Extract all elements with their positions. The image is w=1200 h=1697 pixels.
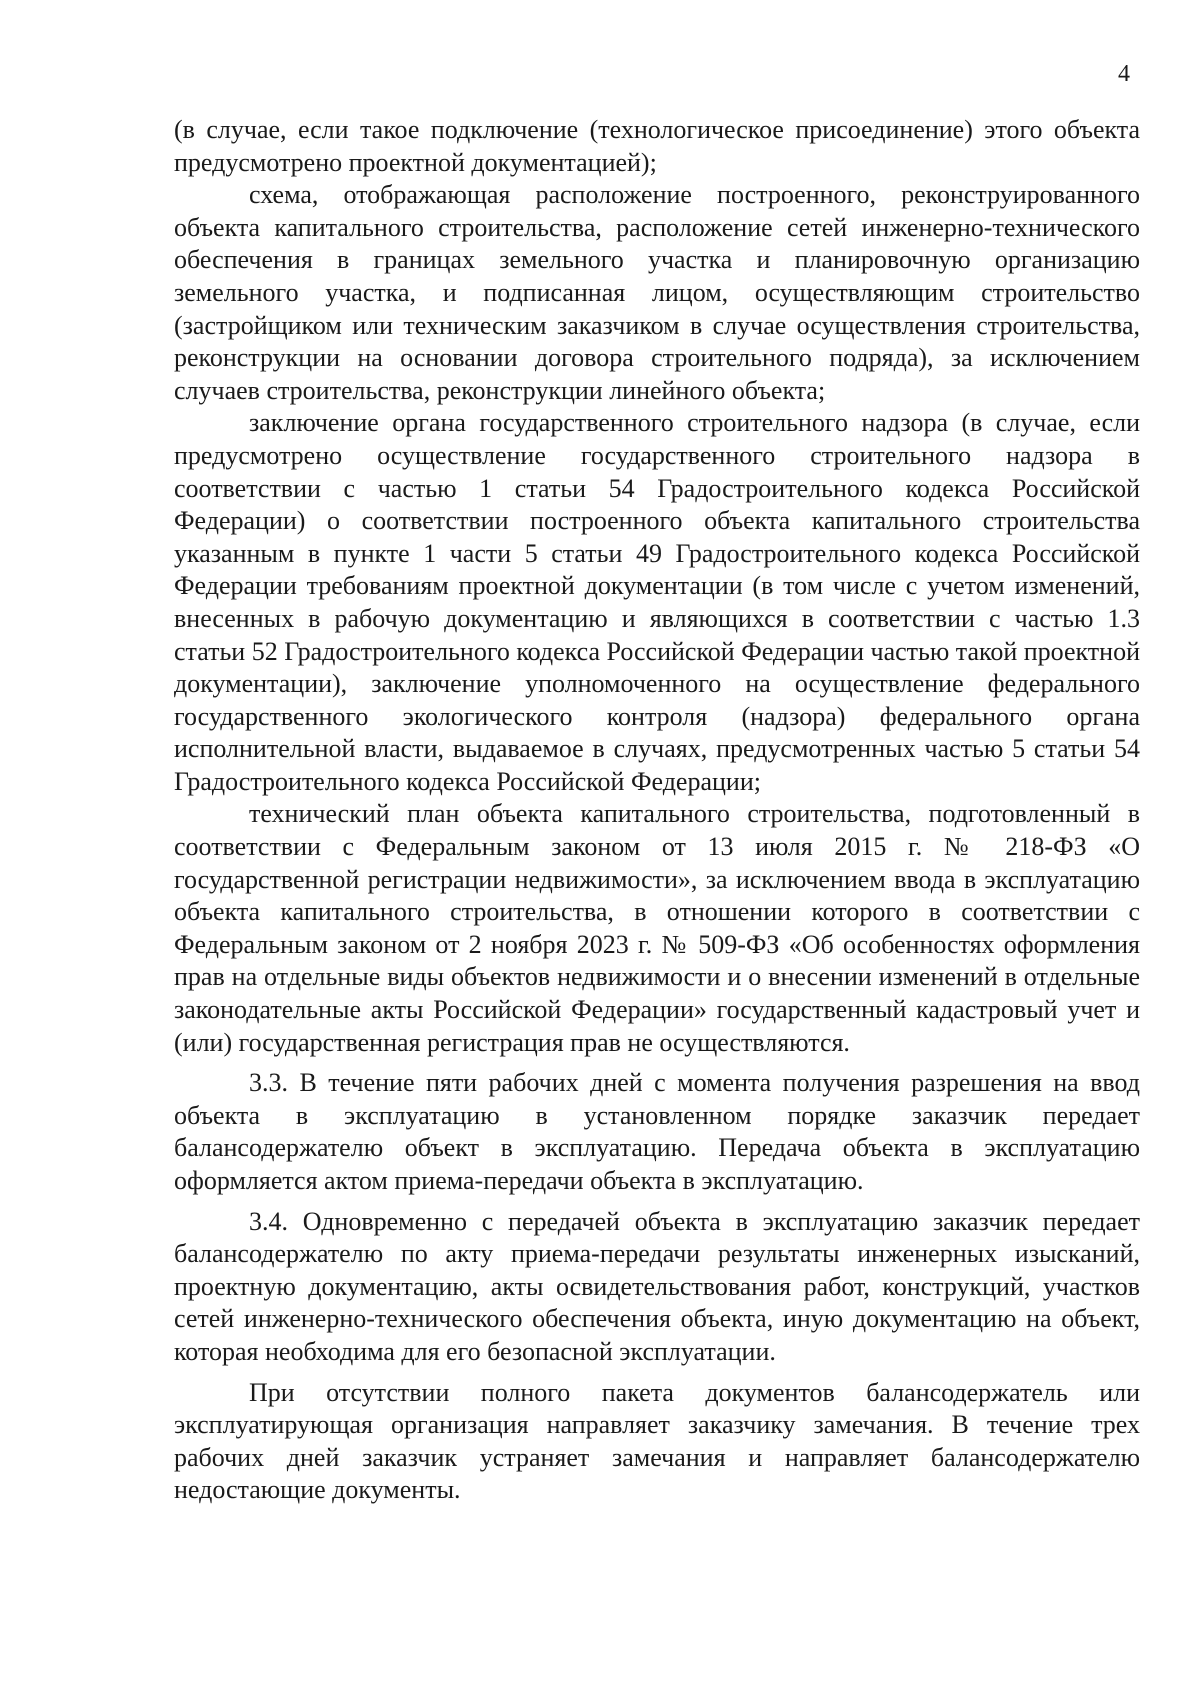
paragraph-supervision-conclusion: заключение органа государственного строительного надзора (в случае, если предусмотрено осуществление государственного строительного надзора в соответствии с частью 1 статьи 54 Градостроительного кодекса Российской Федерации) о соответствии построенного объекта капитального строительства указанным в пункте 1 части 5 статьи 49 Градостроительного кодекса Российской Федерации требованиям проектной документации (в том числе с учетом изменений, внесенных в рабочую документацию и являющихся в соответствии с частью 1.3 статьи 52 Градостроительного кодекса Российской Федерации частью такой проектной документации), заключение уполномоченного на осуществление федерального государственного экологического контроля (надзора) федерального органа исполнительной власти, выдаваемое в случаях, предусмотренных частью 5 статьи 54 Градостроительного кодекса Российской Федерации; — [174, 408, 1140, 796]
paragraph-section-3-4: 3.4. Одновременно с передачей объекта в эксплуатацию заказчик передает балансодержателю по акту приема-передачи результаты инженерных изысканий, проектную документацию, акты освидетельствования работ, конструкций, участков сетей инженерно-технического обеспечения объекта, иную документацию на объект, которая необходима для его безопасной эксплуатации. — [174, 1206, 1140, 1366]
page-number: 4 — [1118, 61, 1130, 87]
paragraph-section-3-3: 3.3. В течение пяти рабочих дней с момента получения разрешения на ввод объекта в эксплуатацию в установленном порядке заказчик передает балансодержателю объект в эксплуатацию. Передача объекта в эксплуатацию оформляется актом приема-передачи объекта в эксплуатацию. — [174, 1068, 1140, 1195]
paragraph-missing-documents: При отсутствии полного пакета документов балансодержатель или эксплуатирующая организация направляет заказчику замечания. В течение трех рабочих дней заказчик устраняет замечания и направляет балансодержателю недостающие документы. — [174, 1377, 1140, 1505]
paragraph-continuation: (в случае, если такое подключение (технологическое присоединение) этого объекта предусмотрено проектной документацией); — [174, 115, 1140, 177]
paragraph-site-plan-scheme: схема, отображающая расположение построенного, реконструированного объекта капитального строительства, расположение сетей инженерно-технического обеспечения в границах земельного участка и планировочную организацию земельного участка, и подписанная лицом, осуществляющим строительство (застройщиком или техническим заказчиком в случае осуществления строительства, реконструкции на основании договора строительного подряда), за исключением случаев строительства, реконструкции линейного объекта; — [174, 180, 1140, 405]
document-body — [174, 114, 1140, 1507]
paragraph-technical-plan: технический план объекта капитального строительства, подготовленный в соответствии с Федеральным законом от 13 июля 2015 г. № 218-ФЗ «О государственной регистрации недвижимости», за исключением ввода в эксплуатацию объекта капитального строительства, в отношении которого в соответствии с Федеральным законом от 2 ноября 2023 г. № 509-ФЗ «Об особенностях оформления прав на отдельные виды объектов недвижимости и о внесении изменений в отдельные законодательные акты Российской Федерации» государственный кадастровый учет и (или) государственная регистрация прав не осуществляются. — [174, 799, 1140, 1057]
